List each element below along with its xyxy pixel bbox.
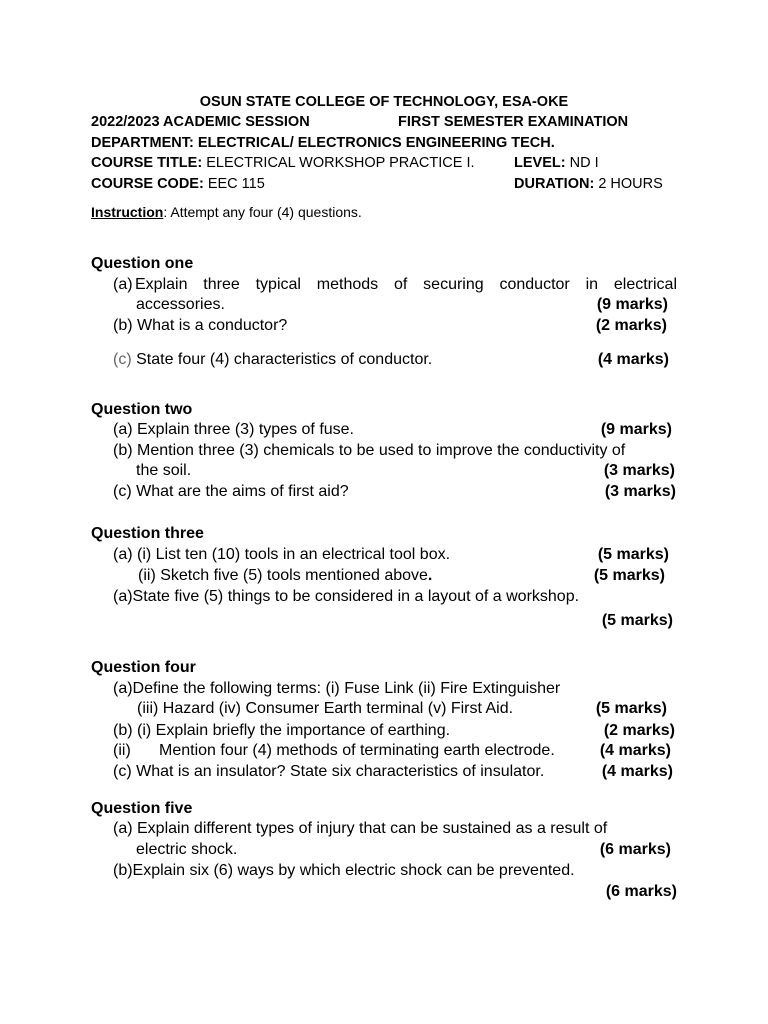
q3-a2-marks: (5 marks) <box>593 567 665 584</box>
q3-a2-dot: . <box>427 567 433 584</box>
q5-a-text: (a) Explain different types of injury that can be sustained as a result of <box>113 820 608 837</box>
q4-b2-marks: (4 marks) <box>599 742 671 759</box>
q1-a-marks: (9 marks) <box>596 296 668 313</box>
q2-a-text: (a) Explain three (3) types of fuse. <box>113 421 354 438</box>
q5-a-text-cont: electric shock. <box>136 841 238 858</box>
course-code-value: EEC 115 <box>207 176 265 192</box>
duration-value: 2 HOURS <box>598 176 663 192</box>
q4-a-text-cont: (iii) Hazard (iv) Consumer Earth terminal (v) First Aid. <box>137 700 514 717</box>
q2-b-marks: (3 marks) <box>603 462 675 479</box>
q3-a1-text: (a) (i) List ten (10) tools in an electrical tool box. <box>113 546 451 563</box>
q3-a2-text <box>138 568 432 584</box>
course-code-line <box>91 177 265 192</box>
q2-b-text: (b) Mention three (3) chemicals to be used to improve the conductivity of <box>113 442 626 459</box>
q1-b-marks: (2 marks) <box>595 317 667 334</box>
q2-b-text-cont: the soil. <box>136 462 192 479</box>
q2-c-marks: (3 marks) <box>604 483 676 500</box>
question-one-title: Question one <box>91 255 194 272</box>
level-label: LEVEL: <box>514 155 566 171</box>
q1-a-marker: (a) <box>113 276 133 293</box>
college-name: OSUN STATE COLLEGE OF TECHNOLOGY, ESA-OKE <box>199 94 569 110</box>
question-five-title: Question five <box>91 800 193 817</box>
q4-b1-marks: (2 marks) <box>603 722 675 739</box>
exam-title: FIRST SEMESTER EXAMINATION <box>398 114 629 130</box>
q1-c-marks: (4 marks) <box>597 351 669 368</box>
question-three-title: Question three <box>91 525 204 542</box>
q5-b-text: (b)Explain six (6) ways by which electric shock can be prevented. <box>113 862 575 879</box>
q5-b-marks: (6 marks) <box>605 883 677 900</box>
duration-label: DURATION: <box>514 176 595 192</box>
instruction-text: : Attempt any four (4) questions. <box>163 204 362 220</box>
course-title-label: COURSE TITLE: <box>91 155 203 171</box>
department: DEPARTMENT: ELECTRICAL/ ELECTRONICS ENGINEERING TECH. <box>91 135 555 151</box>
q4-b2-text: Mention four (4) methods of terminating earth electrode. <box>159 742 555 759</box>
course-title-value: ELECTRICAL WORKSHOP PRACTICE I. <box>206 155 475 171</box>
level-line <box>514 156 599 171</box>
q1-a-text-cont: accessories. <box>136 296 225 313</box>
q4-a-marks: (5 marks) <box>595 700 667 717</box>
q1-c-text <box>113 352 432 368</box>
instruction-label: Instruction <box>91 204 164 220</box>
q1-c-body: State four (4) characteristics of conductor. <box>131 351 433 368</box>
academic-session: 2022/2023 ACADEMIC SESSION <box>91 114 310 130</box>
course-code-label: COURSE CODE: <box>91 176 204 192</box>
q5-a-marks: (6 marks) <box>599 841 671 858</box>
q1-a-text: Explain three typical methods of securing conductor in electrical <box>135 276 677 293</box>
q4-b2-marker: (ii) <box>113 742 131 759</box>
q4-b1-text: (b) (i) Explain briefly the importance of earthing. <box>113 722 451 739</box>
q3-b-text: (a)State five (5) things to be considered in a layout of a workshop. <box>113 588 580 605</box>
course-title-line <box>91 156 475 171</box>
q2-c-text: (c) What are the aims of first aid? <box>113 483 349 500</box>
q4-c-text: (c) What is an insulator? State six characteristics of insulator. <box>113 763 545 780</box>
q1-b-text: (b) What is a conductor? <box>113 317 288 334</box>
q4-a-text: (a)Define the following terms: (i) Fuse Link (ii) Fire Extinguisher <box>113 680 561 697</box>
instruction <box>91 205 362 219</box>
q2-a-marks: (9 marks) <box>600 421 672 438</box>
duration-line <box>514 177 663 192</box>
q4-c-marks: (4 marks) <box>601 763 673 780</box>
q3-a1-marks: (5 marks) <box>597 546 669 563</box>
q1-c-marker: (c) <box>113 351 132 368</box>
question-four-title: Question four <box>91 659 196 676</box>
q3-b-marks: (5 marks) <box>601 612 673 629</box>
q3-a2-body: (ii) Sketch five (5) tools mentioned above <box>138 567 428 584</box>
question-two-title: Question two <box>91 401 193 418</box>
level-value: ND I <box>569 155 599 171</box>
